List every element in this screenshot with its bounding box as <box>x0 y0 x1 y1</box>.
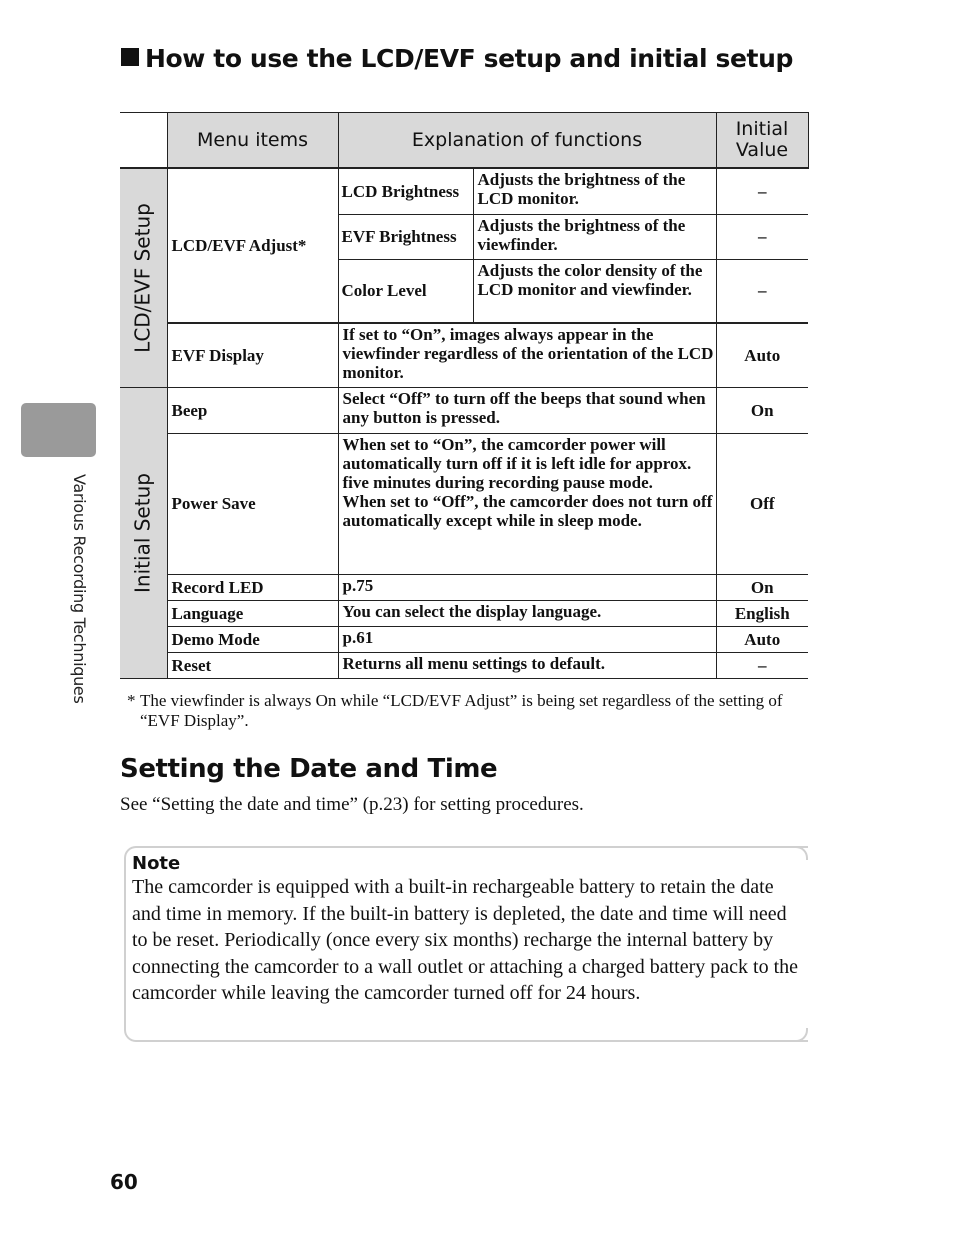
date-time-text: See “Setting the date and time” (p.23) for setting procedures. <box>120 794 584 815</box>
initial-value-cell: Auto <box>716 323 808 387</box>
item-beep: Beep <box>167 387 338 433</box>
explanation-cell: p.75 <box>338 574 716 600</box>
item-evf-display: EVF Display <box>167 323 338 387</box>
chapter-label: Various Recording Techniques <box>70 474 89 704</box>
header-initial-line1: Initial <box>735 118 789 140</box>
section-heading <box>121 44 821 73</box>
sub-color-level: Color Level <box>338 259 473 323</box>
page-number: 60 <box>110 1170 138 1194</box>
header-menu-items: Menu items <box>167 113 338 169</box>
item-demo-mode: Demo Mode <box>167 626 338 652</box>
explanation-cell: Adjusts the brightness of the viewfinder. <box>473 214 716 259</box>
initial-value-cell: Off <box>716 433 808 574</box>
date-time-title: Setting the Date and Time <box>120 754 498 784</box>
initial-value-cell: – <box>716 652 808 678</box>
table-row <box>120 652 808 678</box>
group-label: Initial Setup <box>130 472 155 593</box>
table-row <box>120 626 808 652</box>
table-header-corner <box>120 113 167 169</box>
item-language: Language <box>167 600 338 626</box>
group-label: LCD/EVF Setup <box>130 202 155 353</box>
menu-settings-table <box>120 112 809 679</box>
explanation-cell: Adjusts the color density of the LCD monitor and viewfinder. <box>473 259 716 323</box>
explanation-off: When set to “Off”, the camcorder does not turn off automatically except while in sleep mode. <box>342 491 713 530</box>
explanation-cell: p.61 <box>338 626 716 652</box>
explanation-cell: Returns all menu settings to default. <box>338 652 716 678</box>
header-initial-line2: Value <box>735 139 789 161</box>
table-header-row <box>120 113 808 169</box>
initial-value-cell: – <box>716 214 808 259</box>
footnote-text: The viewfinder is always On while “LCD/EVF Adjust” is being set regardless of the setting of “EVF Display”. <box>140 691 783 730</box>
sub-evf-brightness: EVF Brightness <box>338 214 473 259</box>
initial-value-cell: On <box>716 387 808 433</box>
table-row <box>120 433 808 574</box>
item-reset: Reset <box>167 652 338 678</box>
item-record-led: Record LED <box>167 574 338 600</box>
table-row <box>120 168 808 214</box>
explanation-cell: If set to “On”, images always appear in the viewfinder regardless of the orientation of the LCD monitor. <box>338 323 716 387</box>
header-explanation: Explanation of functions <box>338 113 716 169</box>
item-lcd-evf-adjust: LCD/EVF Adjust* <box>167 168 338 323</box>
initial-value-cell: English <box>716 600 808 626</box>
note-text: The camcorder is equipped with a built-in rechargeable battery to retain the date and time in memory. If the built-in battery is depleted, the date and time will need to be reset. Periodically (once every six months) recharge the internal battery by connecting the camcorder to a wall outlet or attaching a charged battery pack to the camcorder while leaving the camcorder turned off for 24 hours. <box>132 876 799 1005</box>
explanation-cell: Adjusts the brightness of the LCD monitor. <box>473 168 716 214</box>
table-row <box>120 574 808 600</box>
group-initial-setup <box>120 387 167 678</box>
table-row <box>120 323 808 387</box>
header-initial-value <box>716 113 808 169</box>
table-row <box>120 387 808 433</box>
sub-lcd-brightness: LCD Brightness <box>338 168 473 214</box>
initial-value-cell: – <box>716 168 808 214</box>
square-bullet-icon <box>121 48 139 66</box>
item-power-save: Power Save <box>167 433 338 574</box>
chapter-tab <box>21 403 96 457</box>
explanation-on: When set to “On”, the camcorder power will automatically turn off if it is left idle for approx. five minutes during recording pause mode. <box>342 434 692 492</box>
note-label: Note <box>132 853 181 874</box>
section-heading-text: How to use the LCD/EVF setup and initial setup <box>145 44 793 73</box>
table-footnote <box>127 691 807 731</box>
explanation-cell <box>338 433 716 574</box>
explanation-cell: Select “Off” to turn off the beeps that sound when any button is pressed. <box>338 387 716 433</box>
initial-value-cell: – <box>716 259 808 323</box>
initial-value-cell: On <box>716 574 808 600</box>
table-row <box>120 600 808 626</box>
footnote-mark: * <box>127 691 136 710</box>
explanation-cell: You can select the display language. <box>338 600 716 626</box>
initial-value-cell: Auto <box>716 626 808 652</box>
group-lcd-evf-setup <box>120 168 167 387</box>
